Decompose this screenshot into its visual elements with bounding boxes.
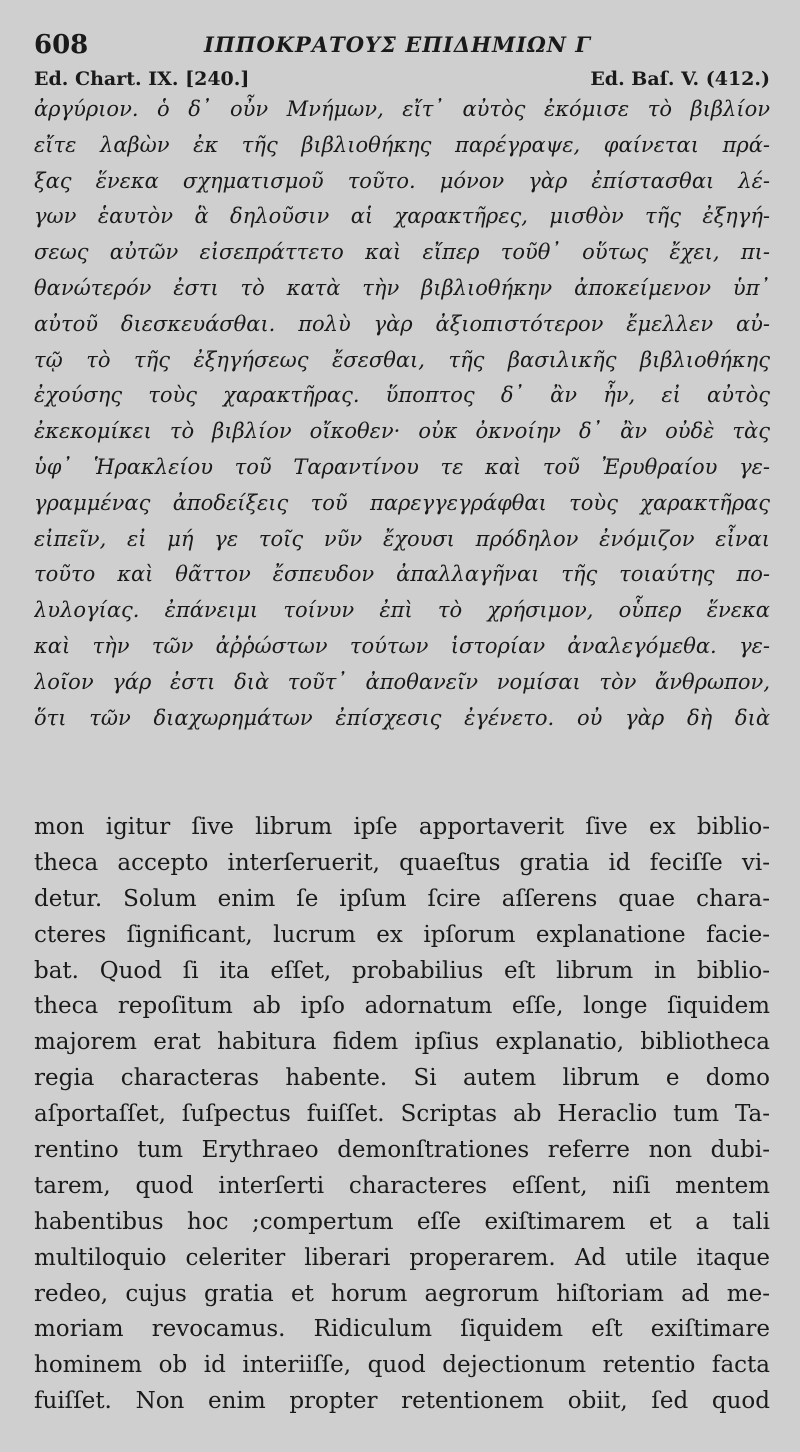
greek-text-line: ὅτι τῶν διαχωρημάτων ἐπίσχεσις ἐγένετο. οὐ γὰρ δὴ διὰ [34,705,770,730]
latin-text-line: tarem, quod interſerti characteres eſſent, niſi mentem [34,1172,770,1199]
greek-text-block [34,92,770,736]
latin-text-line: theca accepto interſeruerit, quaeſtus gratia id feciſſe vi- [34,849,770,876]
greek-text-line: λοῖον γάρ ἐστι διὰ τοῦτ᾽ ἀποθανεῖν νομίσαι τὸν ἄνθρωπον, [34,669,770,694]
greek-text-line: ἀργύριον. ὁ δ᾽ οὖν Μνήμων, εἴτ᾽ αὐτὸς ἐκόμισε τὸ βιβλίον [34,97,770,121]
edition-reference-row [34,68,770,94]
latin-text-line: multiloquio celeriter liberari properarem. Ad utile itaque [34,1244,770,1271]
greek-text-line: τῷ τὸ τῆς ἐξηγήσεως ἔσεσθαι, τῆς βασιλικῆς βιβλιοθήκης [34,347,770,372]
latin-text-line: aſportaſſet, ſuſpectus fuiſſet. Scriptas ab Heraclio tum Ta- [34,1101,770,1128]
greek-text-line: σεως αὐτῶν εἰσεπράττετο καὶ εἴπερ τοῦθ᾽ οὕτως ἔχει, πι- [34,240,770,265]
greek-text-line: ὑφ᾽ Ἡρακλείου τοῦ Ταραντίνου τε καὶ τοῦ Ἐρυθραίου γε- [34,454,770,479]
latin-text-block [34,810,770,1420]
greek-text-line: γων ἑαυτὸν ἃ δηλοῦσιν αἱ χαρακτῆρες, μισθὸν τῆς ἐξηγή- [34,204,770,229]
latin-text-line: cteres ſignificant, lucrum ex ipſorum explanatione facie- [34,921,770,948]
latin-text-line: regia characteras habente. Si autem librum e domo [34,1065,770,1092]
latin-text-line: redeo, cujus gratia et horum aegrorum hiſtoriam ad me- [34,1280,770,1307]
latin-text-line: mon igitur ſive librum ipſe apportaverit ſive ex biblio- [34,814,770,840]
latin-text-line: moriam revocamus. Ridiculum ſiquidem eſt exiſtimare [34,1316,770,1343]
page-number: 608 [34,30,89,60]
latin-text-line: fuiſſet. Non enim propter retentionem obiit, ſed quod [34,1388,770,1415]
greek-text-line: ἐκεκομίκει τὸ βιβλίον οἴκοθεν· οὐκ ὀκνοίην δ᾽ ἂν οὐδὲ τὰς [34,419,770,444]
greek-text-line: εἴτε λαβὼν ἐκ τῆς βιβλιοθήκης παρέγραψε, φαίνεται πρά- [34,132,770,157]
edition-basel-reference: Ed. Baſ. V. (412.) [590,68,770,90]
latin-text-line: majorem erat habitura fidem ipſius explanatio, bibliotheca [34,1029,770,1056]
running-title: ΙΠΠΟΚΡΑΤΟΥΣ ΕΠΙΔΗΜΙΩΝ Γ [204,32,592,57]
greek-text-line: εἰπεῖν, εἰ μή γε τοῖς νῦν ἔχουσι πρόδηλον ἐνόμιζον εἶναι [34,526,770,551]
latin-text-line: bat. Quod ſi ita eſſet, probabilius eſt librum in biblio- [34,957,770,984]
latin-text-line: rentino tum Erythraeo demonſtrationes referre non dubi- [34,1137,770,1164]
latin-text-line: habentibus hoc ;compertum eſſe exiſtimarem et a tali [34,1208,770,1235]
latin-text-line: detur. Solum enim ſe ipſum ſcire aſſerens quae chara- [34,885,770,912]
greek-text-line: ξας ἕνεκα σχηματισμοῦ τοῦτο. μόνον γὰρ ἐπίστασθαι λέ- [34,168,770,193]
page-header [34,30,770,66]
greek-text-line: ἐχούσης τοὺς χαρακτῆρας. ὕποπτος δ᾽ ἂν ἦν, εἰ αὐτὸς [34,383,770,408]
latin-text-line: hominem ob id interiiſſe, quod dejectionum retentio facta [34,1352,770,1379]
greek-text-line: γραμμένας ἀποδείξεις τοῦ παρεγγεγράφθαι τοὺς χαρακτῆρας [34,490,770,515]
greek-text-line: λυλογίας. ἐπάνειμι τοίνυν ἐπὶ τὸ χρήσιμον, οὗπερ ἕνεκα [34,598,770,623]
greek-text-line: καὶ τὴν τῶν ἀῤῥώστων τούτων ἱστορίαν ἀναλεγόμεθα. γε- [34,633,770,658]
greek-text-line: θανώτερόν ἐστι τὸ κατὰ τὴν βιβλιοθήκην ἀποκείμενον ὑπ᾽ [34,275,770,300]
greek-text-line: τοῦτο καὶ θᾶττον ἔσπευδον ἀπαλλαγῆναι τῆς τοιαύτης πο- [34,562,770,587]
greek-text-line: αὐτοῦ διεσκευάσθαι. πολὺ γὰρ ἀξιοπιστότερον ἔμελλεν αὐ- [34,311,770,336]
latin-text-line: theca repoſitum ab ipſo adornatum eſſe, longe ſiquidem [34,993,770,1020]
edition-chart-reference: Ed. Chart. IX. [240.] [34,68,250,90]
